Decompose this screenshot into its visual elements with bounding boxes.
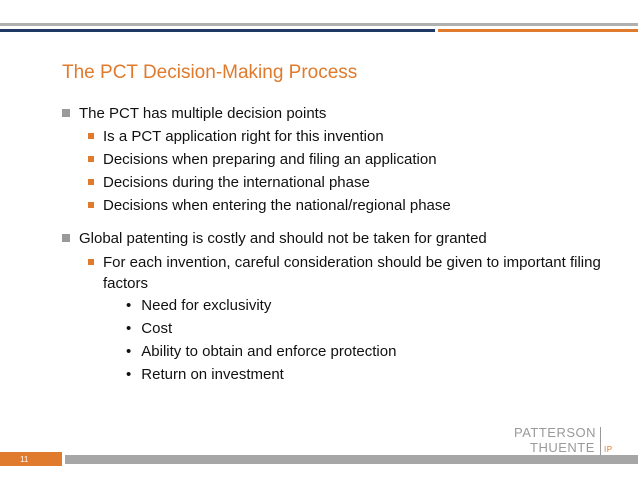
sub-sub-bullet-text: Need for exclusivity	[141, 297, 272, 314]
square-bullet-icon	[88, 133, 94, 139]
sub-sub-bullet-text: Return on investment	[141, 366, 284, 383]
sub-bullet	[88, 128, 384, 145]
bullet-text: The PCT has multiple decision points	[79, 105, 327, 122]
page-number: 11	[20, 455, 29, 464]
square-bullet-icon	[62, 234, 70, 242]
dot-bullet-icon: •	[126, 297, 132, 314]
sub-sub-bullet	[126, 320, 172, 337]
sub-sub-bullet	[126, 343, 396, 360]
sub-bullet-text: Decisions when entering the national/regional phase	[103, 197, 451, 214]
logo-line-1: PATTERSON	[514, 425, 597, 440]
top-gray-bar	[0, 23, 638, 26]
dot-bullet-icon: •	[126, 366, 132, 383]
sub-bullet-text: Is a PCT application right for this invention	[103, 128, 384, 145]
bullet-text: Global patenting is costly and should not be taken for granted	[79, 230, 487, 247]
square-bullet-icon	[88, 202, 94, 208]
sub-bullet	[88, 151, 437, 168]
patterson-thuente-logo	[514, 425, 613, 455]
sub-sub-bullet-text: Ability to obtain and enforce protection	[141, 343, 397, 360]
square-bullet-icon	[62, 109, 70, 117]
bullet-2	[62, 230, 487, 247]
sub-bullet-text: Decisions during the international phase	[103, 174, 370, 191]
square-bullet-icon	[88, 179, 94, 185]
top-orange-bar	[438, 29, 638, 32]
logo-line-2: THUENTE	[530, 440, 595, 455]
sub-sub-bullet	[126, 366, 284, 383]
sub-bullet	[88, 174, 370, 191]
logo-suffix: IP	[604, 445, 613, 454]
sub-bullet-text: Decisions when preparing and filing an application	[103, 151, 437, 168]
bullet-1	[62, 105, 326, 122]
dot-bullet-icon: •	[126, 343, 132, 360]
sub-sub-bullet-text: Cost	[141, 320, 173, 337]
dot-bullet-icon: •	[126, 320, 132, 337]
sub-sub-bullet	[126, 297, 271, 314]
sub-bullet	[88, 197, 451, 214]
square-bullet-icon	[88, 156, 94, 162]
sub-bullet	[88, 252, 608, 294]
top-navy-bar	[0, 29, 435, 32]
square-bullet-icon	[88, 259, 94, 265]
sub-bullet-text: For each invention, careful consideration should be given to important filing factors	[103, 254, 601, 292]
logo-divider	[600, 427, 601, 455]
slide-title: The PCT Decision-Making Process	[62, 62, 358, 83]
bottom-gray-bar	[65, 455, 638, 464]
bottom-orange-bar	[0, 452, 62, 466]
